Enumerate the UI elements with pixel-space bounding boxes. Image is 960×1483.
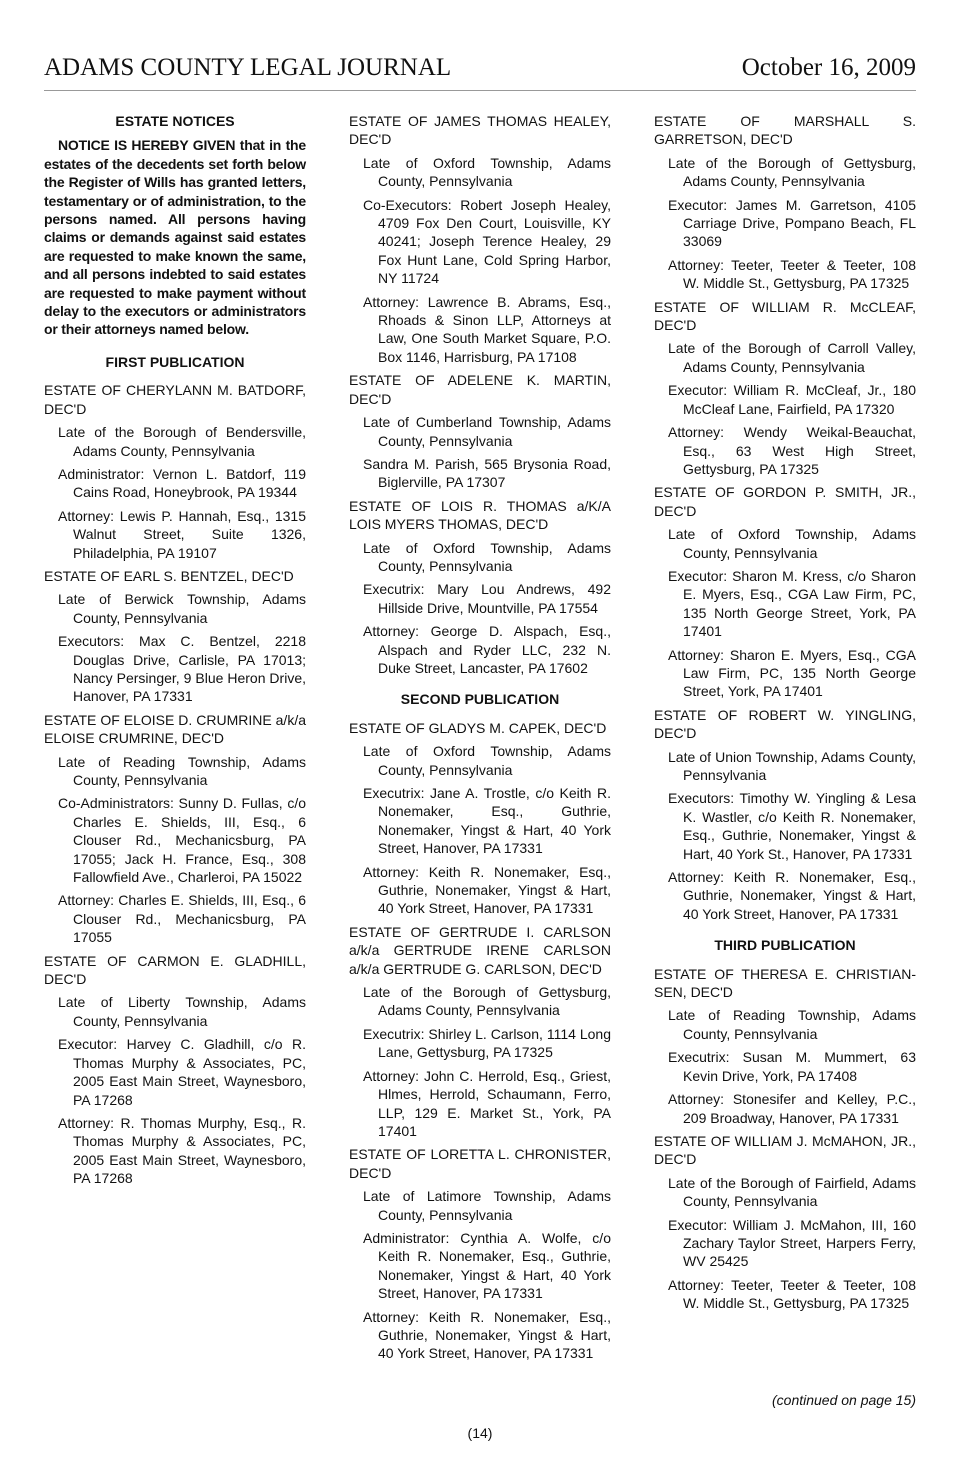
estate-entry xyxy=(349,719,611,918)
section-title: ESTATE NOTICES xyxy=(115,113,235,129)
estate-entry xyxy=(654,483,916,700)
estate-title: ESTATE OF ROBERT W. YINGLING, DEC'D xyxy=(654,706,916,742)
estate-entry xyxy=(349,923,611,1140)
estate-detail: Late of the Borough of Gettysburg, Adams County, Pennsylvania xyxy=(668,154,916,190)
estate-detail: Executor: Harvey C. Gladhill, c/o R. Thomas Murphy & Associates, PC, 2005 East Main Street, Waynesboro, PA 17268 xyxy=(58,1036,306,1108)
estate-detail: Attorney: Lawrence B. Abrams, Esq., Rhoads & Sinon LLP, Attorneys at Law, One South Market Square, P.O. Box 1146, Harrisburg, PA 17108 xyxy=(363,293,611,365)
estate-entry xyxy=(654,1132,916,1313)
estate-detail: Late of the Borough of Bendersville, Adams County, Pennsylvania xyxy=(58,424,306,459)
estate-detail: Executor: William R. McCleaf, Jr., 180 McCleaf Lane, Fairfield, PA 17320 xyxy=(668,382,916,417)
estate-title: ESTATE OF WILLIAM R. McCLEAF, DEC'D xyxy=(654,298,916,334)
estate-title: ESTATE OF LOIS R. THOMAS a/K/A LOIS MYERS THOMAS, DEC'D xyxy=(349,497,611,533)
estate-entry xyxy=(349,371,611,491)
estate-entry xyxy=(349,112,611,366)
estate-detail: Late of the Borough of Fairfield, Adams County, Pennsylvania xyxy=(668,1174,916,1210)
estate-detail: Executrix: Mary Lou Andrews, 492 Hillside Drive, Mountville, PA 17554 xyxy=(363,581,611,616)
column-3 xyxy=(654,112,916,1318)
estate-detail: Late of Liberty Township, Adams County, Pennsylvania xyxy=(58,994,306,1029)
publication-heading: THIRD PUBLICATION xyxy=(714,937,856,954)
estate-entry xyxy=(654,298,916,479)
page-number: (14) xyxy=(467,1425,493,1441)
estate-detail: Executrix: Susan M. Mummert, 63 Kevin Drive, York, PA 17408 xyxy=(668,1049,916,1084)
estate-detail: Executors: Max C. Bentzel, 2218 Douglas Drive, Carlisle, PA 17013; Nancy Persinger, 9 Blue Heron Drive, Hanover, PA 17331 xyxy=(58,633,306,705)
estate-title: ESTATE OF WILLIAM J. McMAHON, JR., DEC'D xyxy=(654,1132,916,1168)
estate-entry xyxy=(349,497,611,678)
estate-detail: Executrix: Jane A. Trostle, c/o Keith R. Nonemaker, Esq., Guthrie, Nonemaker, Yingst & Hart, 40 York Street, Hanover, PA 17331 xyxy=(363,785,611,857)
estate-title: ESTATE OF JAMES THOMAS HEALEY, DEC'D xyxy=(349,113,611,148)
estate-entry xyxy=(349,1145,611,1362)
estate-title: ESTATE OF CARMON E. GLADHILL, DEC'D xyxy=(44,952,306,988)
estate-detail: Executrix: Shirley L. Carlson, 1114 Long Lane, Gettysburg, PA 17325 xyxy=(363,1025,611,1061)
estate-detail: Attorney: Keith R. Nonemaker, Esq., Guthrie, Nonemaker, Yingst & Hart, 40 York Street, Hanover, PA 17331 xyxy=(363,863,611,917)
estate-title: ESTATE OF GERTRUDE I. CARLSON a/k/a GERTRUDE IRENE CARLSON a/k/a GERTRUDE G. CARLSON, DEC'D xyxy=(349,923,611,977)
estate-detail: Late of the Borough of Carroll Valley, Adams County, Pennsylvania xyxy=(668,340,916,375)
estate-detail: Executor: Sharon M. Kress, c/o Sharon E. Myers, Esq., CGA Law Firm, PC, 135 North George Street, York, PA 17401 xyxy=(668,567,916,640)
estate-detail: Late of Oxford Township, Adams County, Pennsylvania xyxy=(363,154,611,190)
estate-entry xyxy=(44,567,306,706)
estate-detail: Executors: Timothy W. Yingling & Lesa K. Wastler, c/o Keith R. Nonemaker, Esq., Guthrie, Nonemaker, Yingst & Hart, 40 York St., Hanover, PA 17331 xyxy=(668,790,916,862)
estate-detail: Co-Executors: Robert Joseph Healey, 4709 Fox Den Court, Louisville, KY 40241; Joseph Terence Healey, 29 Fox Hunt Lane, Cold Spring Harbor, NY 11724 xyxy=(363,196,611,287)
estate-detail: Attorney: Teeter, Teeter & Teeter, 108 W. Middle St., Gettysburg, PA 17325 xyxy=(668,256,916,292)
estate-detail: Late of Union Township, Adams County, Pennsylvania xyxy=(668,748,916,783)
estate-entry xyxy=(654,112,916,293)
estate-detail: Attorney: George D. Alspach, Esq., Alspach and Ryder LLC, 232 N. Duke Street, Lancaster, PA 17602 xyxy=(363,623,611,676)
journal-title: ADAMS COUNTY LEGAL JOURNAL xyxy=(44,54,452,81)
estate-title: ESTATE OF THERESA E. CHRISTIAN-SEN, DEC'D xyxy=(654,965,916,1001)
estate-detail: Attorney: Charles E. Shields, III, Esq., 6 Clouser Rd., Mechanicsburg, PA 17055 xyxy=(58,892,306,946)
estate-list xyxy=(349,719,611,1363)
estate-detail: Attorney: Stonesifer and Kelley, P.C., 209 Broadway, Hanover, PA 17331 xyxy=(668,1091,916,1126)
estate-detail: Co-Administrators: Sunny D. Fullas, c/o Charles E. Shields, III, Esq., 6 Clouser Rd., Mechanicsburg, PA 17055; Jack H. France, Esq., 308 Fallowfield Ave., Charleroi, PA 15022 xyxy=(58,795,306,886)
notice-columns xyxy=(44,112,916,1382)
estate-detail: Administrator: Vernon L. Batdorf, 119 Cains Road, Honeybrook, PA 19344 xyxy=(58,465,306,501)
estate-entry xyxy=(44,381,306,562)
estate-detail: Attorney: John C. Herrold, Esq., Griest, Hlmes, Herrold, Schaumann, Ferro, LLP, 129 E. Market St., York, PA 17401 xyxy=(363,1067,611,1139)
estate-detail: Late of Reading Township, Adams County, Pennsylvania xyxy=(58,753,306,788)
estate-detail: Attorney: R. Thomas Murphy, Esq., R. Thomas Murphy & Associates, PC, 2005 East Main Street, Waynesboro, PA 17268 xyxy=(58,1114,306,1187)
estate-detail: Late of Latimore Township, Adams County, Pennsylvania xyxy=(363,1188,611,1223)
estate-detail: Attorney: Lewis P. Hannah, Esq., 1315 Walnut Street, Suite 1326, Philadelphia, PA 19107 xyxy=(58,507,306,561)
estate-title: ESTATE OF EARL S. BENTZEL, DEC'D xyxy=(44,567,294,584)
continued-note: (continued on page 15) xyxy=(772,1392,916,1408)
column-2 xyxy=(349,112,611,1368)
estate-list xyxy=(654,112,916,923)
estate-detail: Attorney: Keith R. Nonemaker, Esq., Guthrie, Nonemaker, Yingst & Hart, 40 York Street, Hanover, PA 17331 xyxy=(668,869,916,922)
estate-detail: Late of Oxford Township, Adams County, Pennsylvania xyxy=(668,526,916,561)
estate-detail: Executor: William J. McMahon, III, 160 Zachary Taylor Street, Harpers Ferry, WV 25425 xyxy=(668,1216,916,1270)
estate-list xyxy=(654,965,916,1313)
estate-title: ESTATE OF CHERYLANN M. BATDORF, DEC'D xyxy=(44,382,306,417)
estate-detail: Late of Cumberland Township, Adams County, Pennsylvania xyxy=(363,414,611,449)
publication-heading: SECOND PUBLICATION xyxy=(400,691,560,708)
estate-detail: Late of Reading Township, Adams County, Pennsylvania xyxy=(668,1007,916,1042)
estate-detail: Attorney: Sharon E. Myers, Esq., CGA Law Firm, PC, 135 North George Street, York, PA 17401 xyxy=(668,646,916,700)
estate-detail: Attorney: Wendy Weikal-Beauchat, Esq., 63 West High Street, Gettysburg, PA 17325 xyxy=(668,424,916,477)
issue-date: October 16, 2009 xyxy=(741,54,916,81)
estate-detail: Late of Oxford Township, Adams County, Pennsylvania xyxy=(363,743,611,778)
estate-title: ESTATE OF LORETTA L. CHRONISTER, DEC'D xyxy=(349,1146,611,1181)
estate-entry xyxy=(44,711,306,947)
estate-entry xyxy=(44,952,306,1188)
estate-entry xyxy=(654,965,916,1127)
estate-title: ESTATE OF GLADYS M. CAPEK, DEC'D xyxy=(349,719,607,736)
estate-detail: Executor: James M. Garretson, 4105 Carriage Drive, Pompano Beach, FL 33069 xyxy=(668,196,916,250)
estate-title: ESTATE OF GORDON P. SMITH, JR., DEC'D xyxy=(654,484,916,519)
estate-list xyxy=(44,381,306,1187)
page-header xyxy=(44,50,916,91)
estate-list xyxy=(349,112,611,677)
column-1 xyxy=(44,112,306,1193)
notice-intro: NOTICE IS HEREBY GIVEN that in the estates of the decedents set forth below the Register of Wills has granted letters, testamentary or of administration, to the persons named. All persons having claims or demands against said estates are requested to make known the same, and all persons indebted to said estates are requested to make payment without delay to the executors or administrators or their attorneys named below. xyxy=(44,137,306,338)
estate-detail: Late of Oxford Township, Adams County, Pennsylvania xyxy=(363,539,611,574)
estate-title: ESTATE OF ADELENE K. MARTIN, DEC'D xyxy=(349,372,611,407)
estate-detail: Late of Berwick Township, Adams County, Pennsylvania xyxy=(58,591,306,626)
estate-detail: Administrator: Cynthia A. Wolfe, c/o Keith R. Nonemaker, Esq., Guthrie, Nonemaker, Yingst & Hart, 40 York Street, Hanover, PA 17331 xyxy=(363,1229,611,1302)
publication-heading: FIRST PUBLICATION xyxy=(105,353,245,370)
estate-detail: Sandra M. Parish, 565 Brysonia Road, Biglerville, PA 17307 xyxy=(363,455,611,491)
estate-title: ESTATE OF MARSHALL S. GARRETSON, DEC'D xyxy=(654,113,916,148)
estate-entry xyxy=(654,706,916,923)
estate-detail: Attorney: Teeter, Teeter & Teeter, 108 W. Middle St., Gettysburg, PA 17325 xyxy=(668,1276,916,1312)
estate-detail: Attorney: Keith R. Nonemaker, Esq., Guthrie, Nonemaker, Yingst & Hart, 40 York Street, Hanover, PA 17331 xyxy=(363,1308,611,1362)
estate-title: ESTATE OF ELOISE D. CRUMRINE a/k/a ELOISE CRUMRINE, DEC'D xyxy=(44,711,306,747)
estate-detail: Late of the Borough of Gettysburg, Adams County, Pennsylvania xyxy=(363,984,611,1019)
